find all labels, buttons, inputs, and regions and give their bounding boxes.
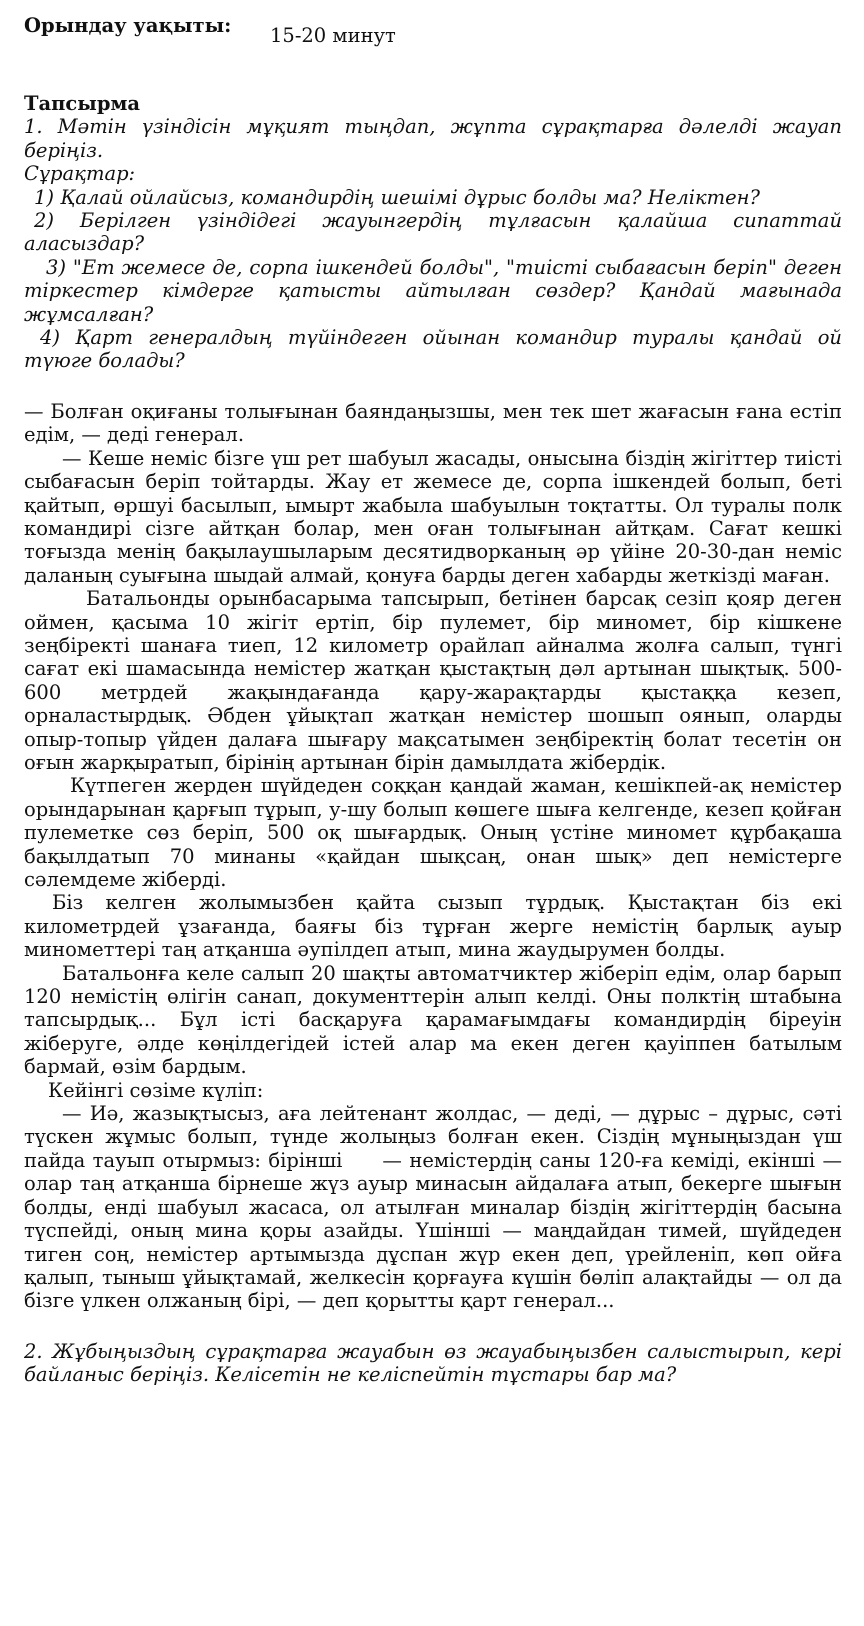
execution-time-label: Орындау уақыты:: [24, 14, 232, 37]
document-page: [24, 14, 842, 1387]
task-heading: Тапсырма: [24, 92, 141, 115]
questions-label: Сұрақтар:: [24, 162, 136, 186]
story-paragraph: Күтпеген жерден шүйдеден соққан қандай жаман, кешікпей-ақ немістер орындарынан қарғып тұрып, у-шу болып көшеге шыға келгенде, кезеп қойған пулеметке сөз беріп, 500 оқ шығардық. Оның үстіне миномет құрбақаша бақылдатып 70 минаны «қайдан шықсаң, онан шық» деп немістерге сәлемдеме жіберді.: [24, 774, 842, 891]
question-4: 4) Қарт генералдың түйіндеген ойынан командир туралы қандай ой түюге болады?: [24, 326, 842, 373]
execution-time-value: 15-20 минут: [270, 24, 396, 47]
task-instruction-1: 1. Мәтін үзіндісін мұқият тыңдап, жұпта сұрақтарға дәлелді жауап беріңіз.: [24, 115, 842, 162]
story-paragraph: Біз келген жолымызбен қайта сызып тұрдық. Қыстақтан біз екі километрдей ұзағанда, баяғы біз тұрған жерге немістің барлық ауыр минометтері таң атқанша әупілдеп атып, мина жаудырумен болды.: [24, 891, 842, 962]
question-1: 1) Қалай ойлайсыз, командирдің шешімі дұрыс болды ма? Неліктен?: [34, 185, 760, 209]
general-reply-part-1: — Иә, жазықтысыз, аға лейтенант жолдас, — деді, — дұрыс – дұрыс, сәті түскен жұмыс болып, түнде жолыңыз болған екен. Сіздің мұныңыздан үш пайда тауып отырмыз: бірінші: [24, 1102, 842, 1172]
story-paragraph: — Кеше неміс бізге үш рет шабуыл жасады, онысына біздің жігіттер тиісті сыбағасын беріп тойтарды. Жау ет жемесе де, сорпа ішкендей болып, беті қайтып, өршуі басылып, ымырт жабыла шабуылын тоқтатты. Ол туралы полк командирі сізге айтқан болар, мен оған толығынан айтқам. Сағат кешкі тоғызда менің бақылаушыларым десятидворканың әр үйіне 20-30-дан неміс даланың суығына шыдай алмай, қонуға барды деген хабарды жеткізді маған.: [24, 446, 842, 587]
question-2: 2) Берілген үзіндідегі жауынгердің тұлғасын қалайша сипаттай аласыздар?: [24, 209, 842, 256]
story-paragraph: Батальонды орынбасарыма тапсырып, бетінен барсақ сезіп қояр деген оймен, қасыма 10 жігіт ертіп, бір пулемет, бір миномет, бір кішкене зеңбіректі шанаға тиеп, 12 километр орайлап айналма жолға салып, түнгі сағат екі шамасында немістер жатқан қыстақтың дәл артынан шықтық. 500-600 метрдей жақындағанда қару-жарақтарды қыстаққа кезеп, орналастырдық. Әбден ұйықтап жатқан немістер шошып оянып, оларды опыр-топыр үйден далаға шығару мақсатымен зеңбіректің болат тесетін он оғын жарқыратып, бірінің артынан бірін дамылдата жібердік.: [24, 587, 842, 774]
story-text: [24, 400, 842, 1313]
story-paragraph: Батальонға келе салып 20 шақты автоматчиктер жіберіп едім, олар барып 120 немістің өлігін санап, документтерін алып келді. Оны полктің штабына тапсырдық... Бұл істі басқаруға қарамағымдағы командирдің біреуін жіберуге, әлде көңілдегідей істей алар ма екен деген қауіппен батылым бармай, өзім бардым.: [24, 961, 842, 1079]
story-paragraph: Кейінгі сөзіме күліп:: [48, 1078, 264, 1102]
task-instruction-2: 2. Жұбыңыздың сұрақтарға жауабын өз жауабыңызбен салыстырып, кері байланыс беріңіз. Келісетін не келіспейтін тұстары бар ма?: [24, 1339, 842, 1387]
story-paragraph-general-reply: [24, 1102, 842, 1313]
execution-time-row: [24, 14, 842, 54]
story-paragraph: — Болған оқиғаны толығынан баяндаңызшы, мен тек шет жағасын ғана естіп едім, — деді генерал.: [24, 399, 842, 447]
question-3: 3) "Ет жемесе де, сорпа ішкендей болды", "тиісті сыбағасын беріп" деген тіркестер кімдерге қатысты айтылған сөздер? Қандай мағынада жұмсалған?: [24, 255, 842, 326]
general-reply-part-2: — немістердің саны 120-ға кеміді, екінші — олар таң атқанша бірнеше жүз ауыр минасын айдалаға атып, бекерге шығын болды, енді шабуыл жасаса, ол атылған миналар біздің жігіттердің басына түспейді, оның мина қоры азайды. Үшінші — маңдайдан тимей, шүйдеден тиген соң, немістер артымызда дұспан жүр екен деп, үрейленіп, көп ойға қалып, тыныш ұйықтамай, желкесін қорғауға күшін бөліп алақтайды — ол да бізге үлкен олжаның бірі, — деп қорытты қарт генерал...: [24, 1148, 842, 1313]
